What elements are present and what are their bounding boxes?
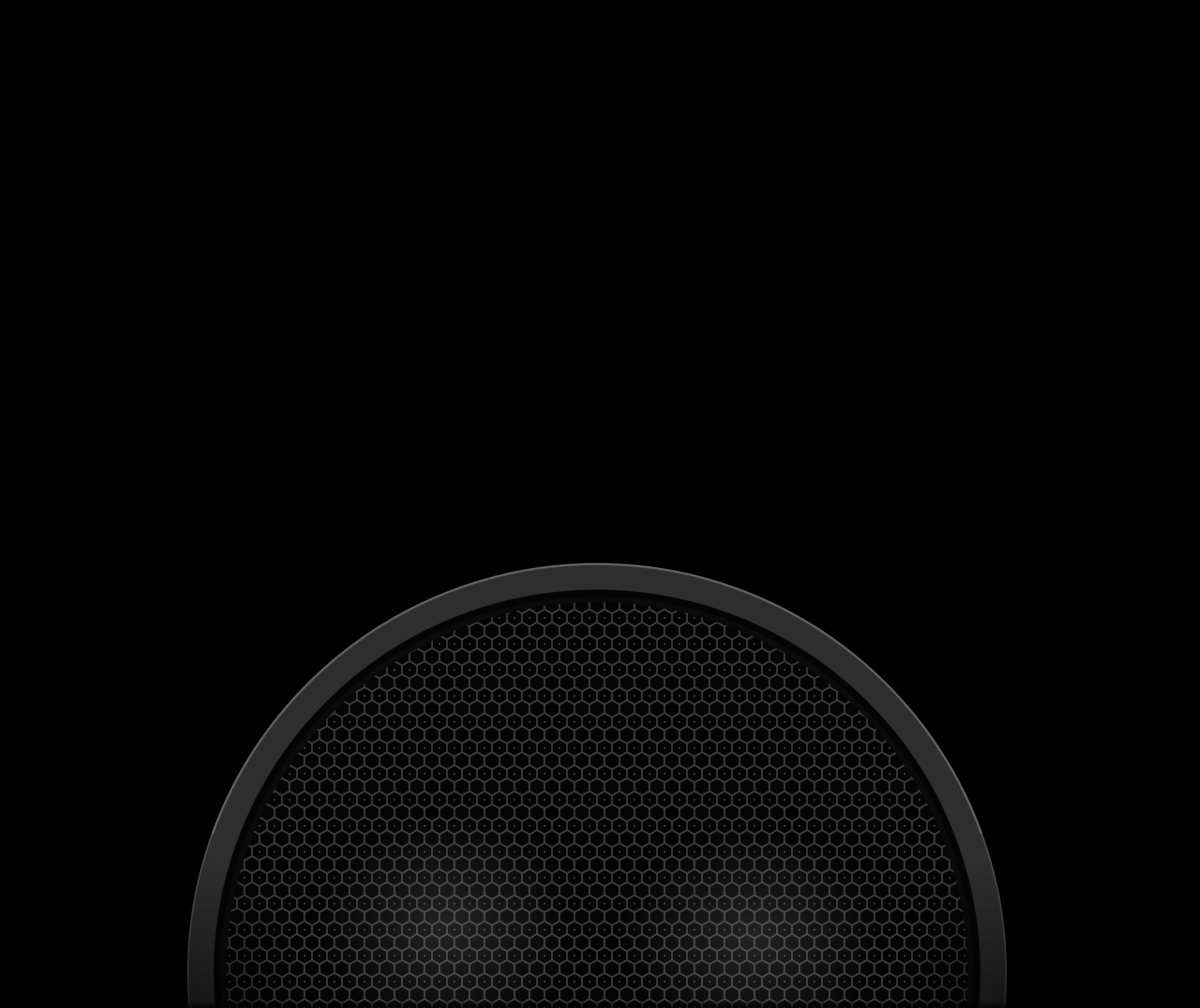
bottom-shade — [0, 1000, 1200, 1008]
motor-photo — [177, 553, 1017, 1008]
motor-rotor-image — [177, 553, 1017, 1008]
